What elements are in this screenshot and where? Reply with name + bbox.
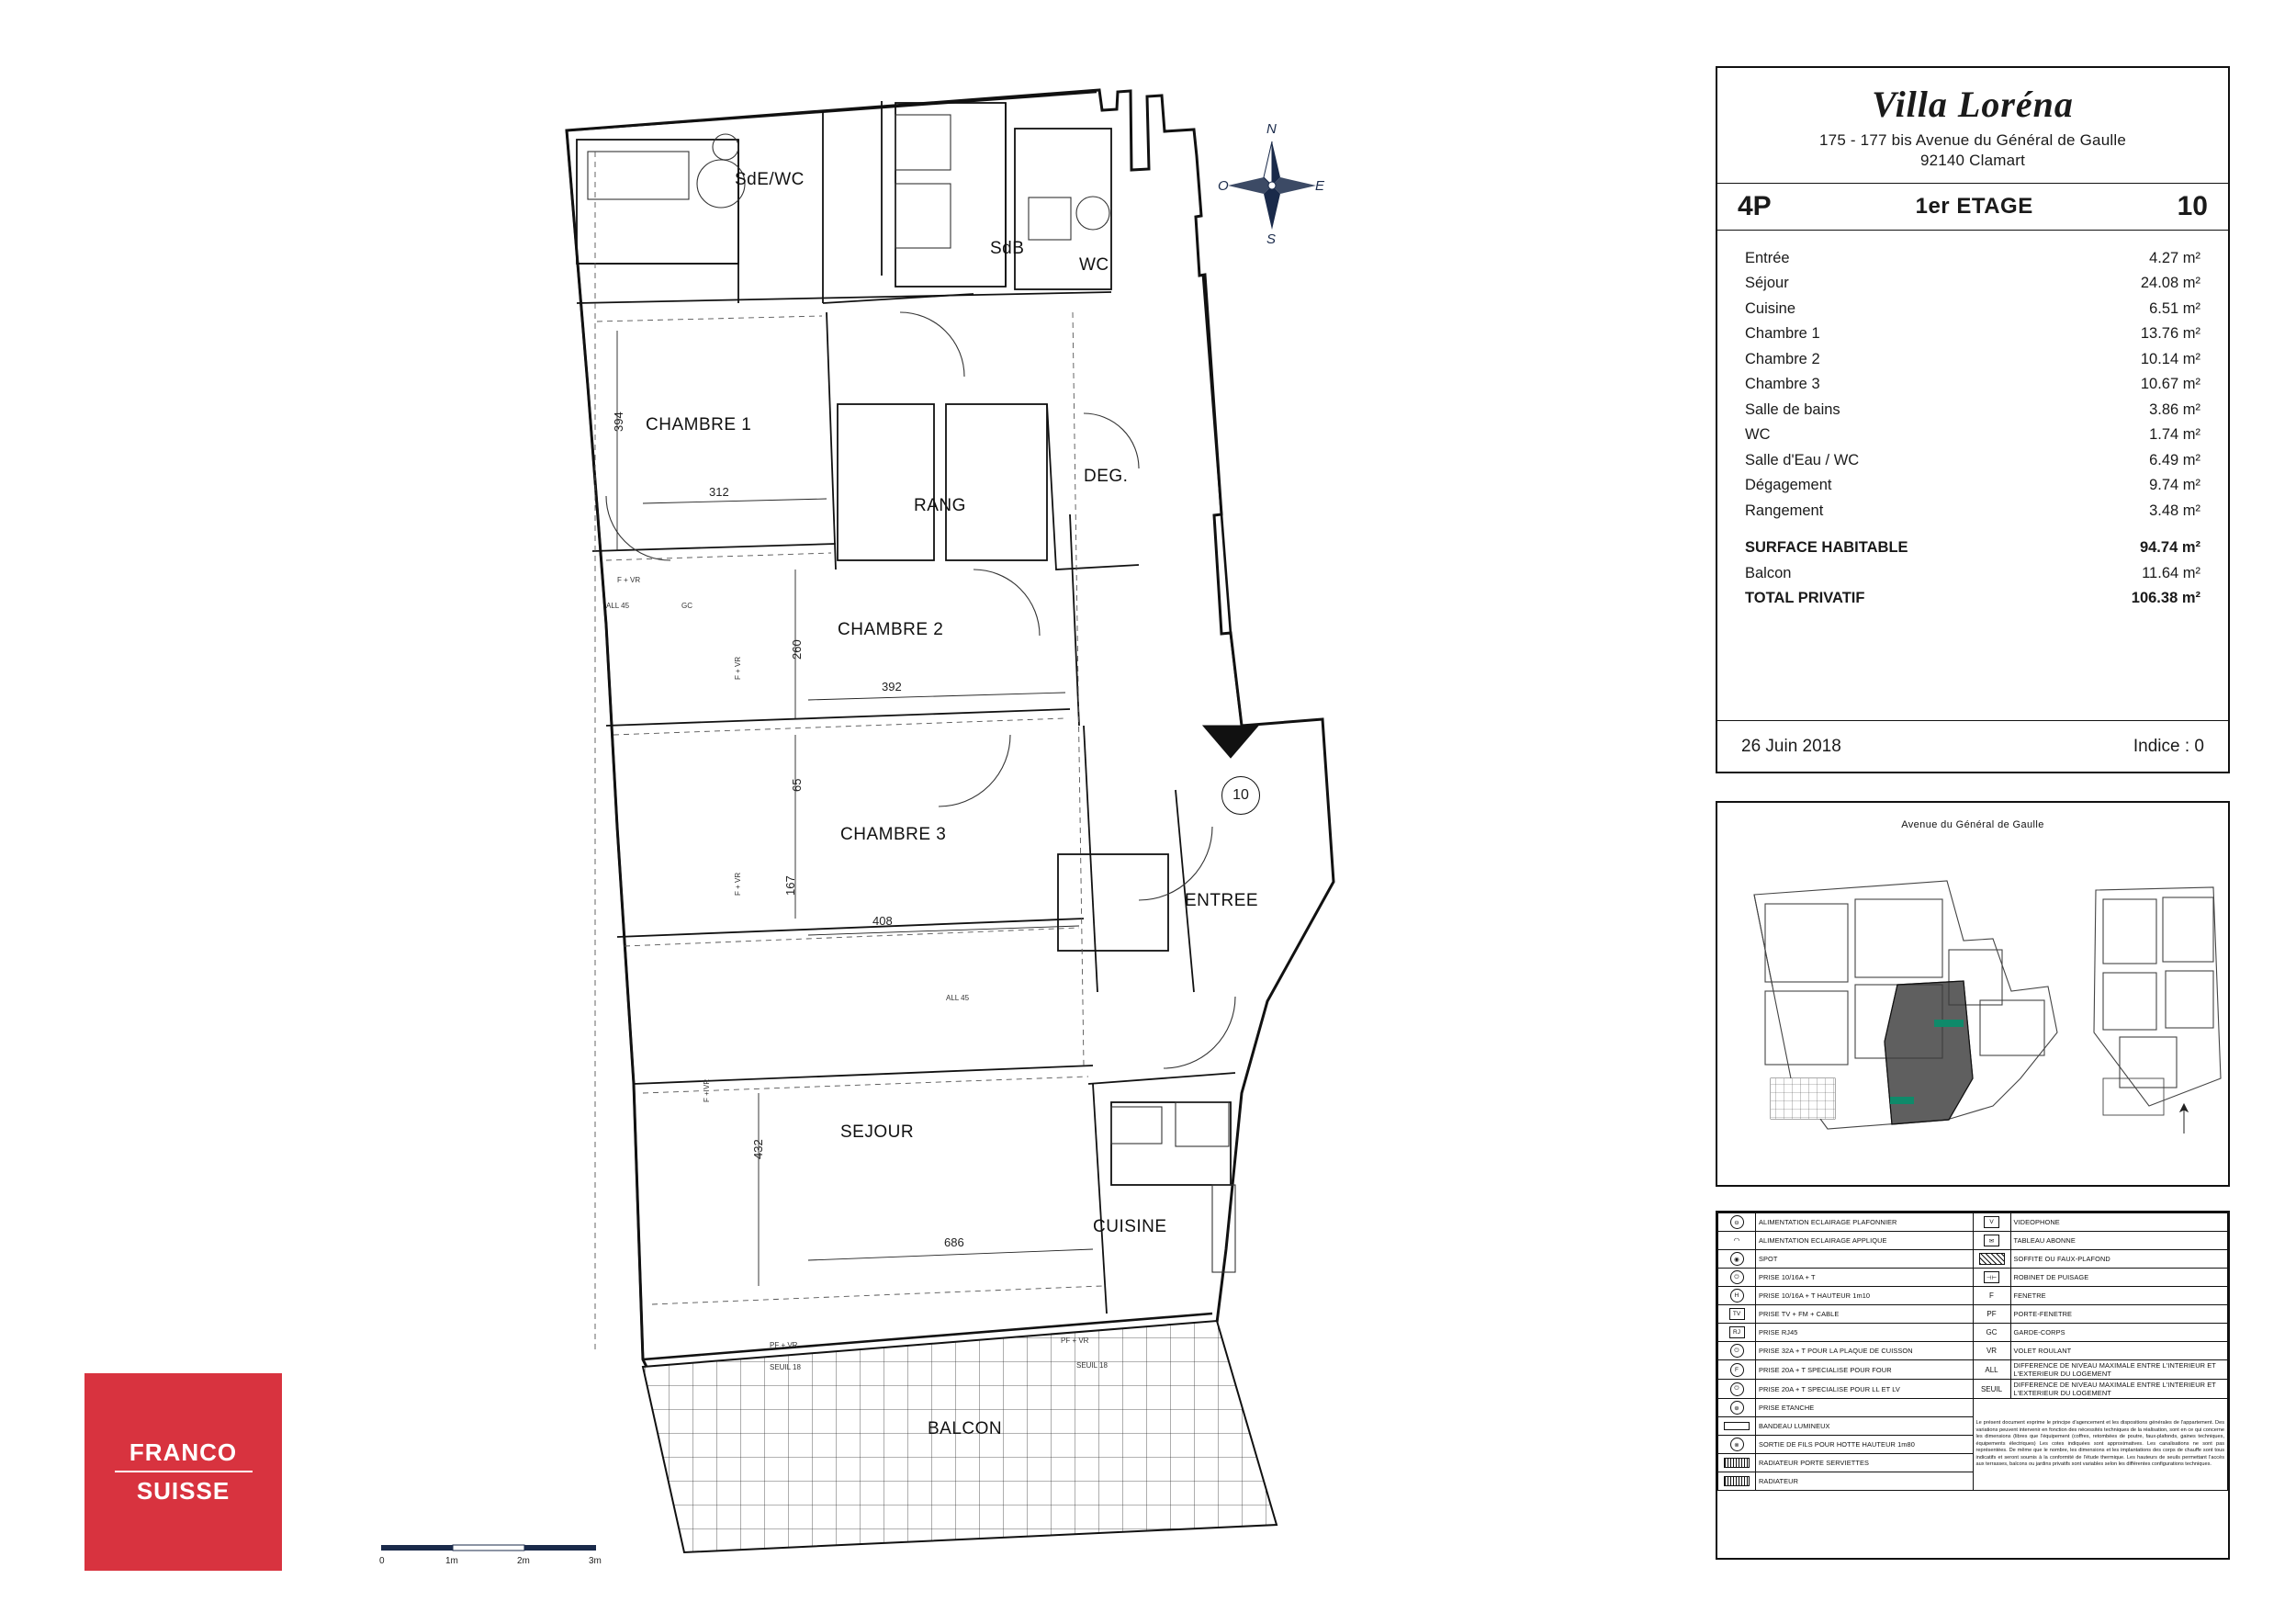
dimension-label: 260: [790, 639, 804, 660]
legend-row: [1718, 1380, 2228, 1399]
radiator-icon: [1718, 1472, 1756, 1491]
site-plan-panel: [1716, 801, 2230, 1187]
area-table: [1717, 231, 2228, 611]
compass-west-label: O: [1218, 178, 1229, 194]
area-row: [1745, 372, 2200, 398]
legend-row: [1718, 1324, 2228, 1342]
plan-annotation: F + VR: [617, 576, 641, 584]
plan-annotation: PF + VR: [1061, 1336, 1089, 1345]
legend-row: [1718, 1287, 2228, 1305]
area-row: [1745, 245, 2200, 271]
subscriber-panel-icon: ✉: [1973, 1232, 2010, 1250]
area-value: 4.27 m²: [2149, 249, 2200, 266]
scale-tick: 3m: [589, 1556, 602, 1566]
area-label: Chambre 1: [1745, 325, 1820, 342]
hood-outlet-icon: ⊗: [1718, 1436, 1756, 1454]
area-row: [1745, 271, 2200, 297]
area-value: 10.14 m²: [2140, 350, 2200, 367]
apartment-type-row: [1717, 183, 2228, 231]
area-label: Entrée: [1745, 249, 1790, 266]
total-label: Balcon: [1745, 564, 1792, 581]
room-label: ENTREE: [1185, 891, 1259, 910]
site-plan-drawing: [1717, 803, 2228, 1185]
room-label: RANG: [914, 496, 966, 515]
room-label: CUISINE: [1093, 1217, 1167, 1236]
logo-line-2: SUISSE: [136, 1477, 231, 1505]
seuil-level-icon: SEUIL: [1973, 1380, 2010, 1399]
cooktop-socket-icon: ⏻: [1718, 1342, 1756, 1360]
area-row: [1745, 321, 2200, 347]
legend-text: PRISE 10/16A + T: [1756, 1269, 1974, 1287]
dimension-label: 408: [872, 914, 893, 928]
area-label: Chambre 3: [1745, 376, 1820, 392]
area-value: 3.86 m²: [2149, 400, 2200, 418]
legend-row: [1718, 1213, 2228, 1232]
address-line-1: 175 - 177 bis Avenue du Général de Gaulle: [1819, 131, 2126, 149]
legend-text: PRISE TV + FM + CABLE: [1756, 1305, 1974, 1324]
area-label: Salle d'Eau / WC: [1745, 451, 1860, 468]
plan-annotation: F + VR: [734, 872, 742, 896]
legend-text: ALIMENTATION ECLAIRAGE PLAFONNIER: [1756, 1213, 1974, 1232]
scale-tick: 1m: [445, 1556, 458, 1566]
lot-number: 10: [2177, 191, 2208, 221]
spot-icon: ◉: [1718, 1250, 1756, 1269]
legend-row: [1718, 1342, 2228, 1360]
room-label: WC: [1079, 255, 1109, 275]
french-window-icon: PF: [1973, 1305, 2010, 1324]
legend-text: GARDE-CORPS: [2010, 1324, 2228, 1342]
legend-row: [1718, 1250, 2228, 1269]
ceiling-light-icon: ⊖: [1718, 1213, 1756, 1232]
legend-text: PRISE ETANCHE: [1756, 1399, 1974, 1417]
room-label: CHAMBRE 2: [838, 620, 944, 639]
info-panel: [1716, 66, 2230, 773]
logo-line-1: FRANCO: [129, 1438, 238, 1467]
plan-annotation: ALL 45: [606, 602, 630, 610]
apartment-type: 4P: [1738, 191, 1772, 221]
franco-suisse-logo: [84, 1373, 282, 1571]
legend-text: VOLET ROULANT: [2010, 1342, 2228, 1360]
legend-row: [1718, 1232, 2228, 1250]
room-label: CHAMBRE 3: [840, 825, 947, 844]
legend-row: [1718, 1360, 2228, 1380]
legend-text: ROBINET DE PUISAGE: [2010, 1269, 2228, 1287]
legend-text: TABLEAU ABONNE: [2010, 1232, 2228, 1250]
document-date: 26 Juin 2018: [1741, 736, 1841, 756]
total-label: SURFACE HABITABLE: [1745, 539, 1908, 556]
total-row-privatif: [1745, 586, 2200, 612]
area-row: [1745, 473, 2200, 499]
plan-annotation: F + VR: [703, 1078, 711, 1102]
total-value: 94.74 m²: [2139, 539, 2200, 556]
legend-text: PRISE 20A + T SPECIALISE POUR LL ET LV: [1756, 1380, 1974, 1399]
area-row: [1745, 498, 2200, 524]
legend-text: ALIMENTATION ECLAIRAGE APPLIQUE: [1756, 1232, 1974, 1250]
laundry-socket-icon: ⏻: [1718, 1380, 1756, 1399]
area-value: 13.76 m²: [2140, 325, 2200, 342]
area-row: [1745, 447, 2200, 473]
legend-row: [1718, 1269, 2228, 1287]
area-value: 24.08 m²: [2140, 275, 2200, 291]
dimension-label: 312: [709, 485, 729, 499]
room-label: SdE/WC: [735, 170, 805, 189]
room-label: SdB: [990, 239, 1025, 258]
area-label: Cuisine: [1745, 299, 1796, 317]
total-label: TOTAL PRIVATIF: [1745, 590, 1865, 606]
guardrail-icon: GC: [1973, 1324, 2010, 1342]
area-row: [1745, 397, 2200, 423]
soffit-hatch-icon: [1973, 1250, 2010, 1269]
window-icon: F: [1973, 1287, 2010, 1305]
legend-row: [1718, 1305, 2228, 1324]
compass-south-label: S: [1266, 231, 1277, 247]
legend-text: PRISE 20A + T SPECIALISE POUR FOUR: [1756, 1360, 1974, 1380]
legend-text: RADIATEUR PORTE SERVIETTES: [1756, 1454, 1974, 1472]
area-label: Chambre 2: [1745, 350, 1820, 367]
dimension-label: 394: [612, 412, 625, 432]
street-label: Avenue du Général de Gaulle: [1901, 819, 2044, 830]
plan-annotation: ALL 45: [946, 994, 970, 1002]
dimension-label: 432: [751, 1139, 765, 1159]
legend-row: [1718, 1399, 2228, 1417]
area-value: 6.49 m²: [2149, 451, 2200, 468]
page-title: Villa Loréna: [1872, 84, 2074, 125]
compass-north-label: N: [1266, 121, 1277, 137]
plan-annotation: PF + VR: [770, 1341, 798, 1349]
area-row: [1745, 346, 2200, 372]
towel-radiator-icon: [1718, 1454, 1756, 1472]
wall-light-icon: ◠: [1718, 1232, 1756, 1250]
date-indice-row: [1717, 720, 2228, 772]
oven-socket-icon: F: [1718, 1360, 1756, 1380]
compass-rose: [1212, 119, 1332, 253]
area-spacer: [1745, 524, 2200, 536]
roller-shutter-icon: VR: [1973, 1342, 2010, 1360]
plan-annotation: SEUIL 18: [770, 1363, 801, 1371]
rj45-socket-icon: RJ: [1718, 1324, 1756, 1342]
legend-panel: [1716, 1211, 2230, 1560]
dimension-label: 65: [790, 778, 804, 792]
legend-text: PRISE 32A + T POUR LA PLAQUE DE CUISSON: [1756, 1342, 1974, 1360]
total-value: 106.38 m²: [2131, 590, 2200, 606]
tv-socket-icon: TV: [1718, 1305, 1756, 1324]
area-value: 3.48 m²: [2149, 502, 2200, 519]
legend-text: SORTIE DE FILS POUR HOTTE HAUTEUR 1m80: [1756, 1436, 1974, 1454]
area-label: Salle de bains: [1745, 400, 1840, 418]
legend-text: DIFFERENCE DE NIVEAU MAXIMALE ENTRE L'INTERIEUR ET L'EXTERIEUR DU LOGEMENT: [2010, 1360, 2228, 1380]
legend-text: PORTE-FENETRE: [2010, 1305, 2228, 1324]
area-value: 9.74 m²: [2149, 477, 2200, 493]
area-label: Dégagement: [1745, 477, 1832, 493]
dimension-label: 167: [783, 875, 797, 896]
legend-text: PRISE RJ45: [1756, 1324, 1974, 1342]
area-value: 10.67 m²: [2140, 376, 2200, 392]
floor-label: 1er ETAGE: [1915, 194, 2033, 219]
legend-text: DIFFERENCE DE NIVEAU MAXIMALE ENTRE L'INTERIEUR ET L'EXTERIEUR DU LOGEMENT: [2010, 1380, 2228, 1399]
area-value: 6.51 m²: [2149, 299, 2200, 317]
scale-tick: 2m: [517, 1556, 530, 1566]
plan-annotation: GC: [681, 602, 692, 610]
legend-note: Le présent document exprime le principe d'agencement et les dispositions générales de l'appartement. Des variations peuvent intervenir en fonction des nécessités techniques de la réalisation, sont en ce qui concerne les dimensions (libres que l'équipement (coffres, retombées de poutre, faux-plafonds, gaines techniques, équipements électriques) Les cotes indiquées sont approximatives. Les canalisations ne sont pas représentées. De même que le nombre, les dimensions et les implantations des corps de chauffe sont tous indicatifs et seront soumis à la conformité de l'étude thermique. Les hauteurs de seuils permettant l'accès aux terrasses, balcons ou jardins privatifs sont variables selon les différentes configurations techniques.: [1973, 1399, 2228, 1491]
area-row: [1745, 296, 2200, 321]
socket-height-icon: H: [1718, 1287, 1756, 1305]
legend-text: VIDEOPHONE: [2010, 1213, 2228, 1232]
room-label: SEJOUR: [840, 1122, 915, 1142]
document-indice: Indice : 0: [2133, 736, 2204, 756]
videophone-icon: V: [1973, 1213, 2010, 1232]
waterproof-socket-icon: ⊕: [1718, 1399, 1756, 1417]
total-row-balcony: [1745, 560, 2200, 586]
legend-text: PRISE 10/16A + T HAUTEUR 1m10: [1756, 1287, 1974, 1305]
water-tap-icon: ⊣⊢: [1973, 1269, 2010, 1287]
area-row: [1745, 423, 2200, 448]
scale-tick: 0: [379, 1556, 385, 1566]
area-label: Rangement: [1745, 502, 1824, 519]
total-value: 11.64 m²: [2142, 564, 2200, 581]
legend-text: RADIATEUR: [1756, 1472, 1974, 1491]
room-label: CHAMBRE 1: [646, 415, 752, 434]
plan-annotation: SEUIL 18: [1076, 1361, 1108, 1370]
all-level-icon: ALL: [1973, 1360, 2010, 1380]
lot-number-marker: 10: [1221, 776, 1260, 815]
compass-east-label: E: [1315, 178, 1325, 194]
legend-text: SOFFITE OU FAUX-PLAFOND: [2010, 1250, 2228, 1269]
dimension-label: 686: [944, 1235, 964, 1249]
area-label: Séjour: [1745, 275, 1789, 291]
legend-table: [1717, 1212, 2228, 1491]
address-line-2: 92140 Clamart: [1919, 152, 2026, 169]
room-label: BALCON: [928, 1419, 1003, 1438]
area-label: WC: [1745, 426, 1771, 443]
total-row-habitable: [1745, 536, 2200, 561]
area-value: 1.74 m²: [2149, 426, 2200, 443]
scale-bar: [381, 1541, 647, 1571]
logo-divider: [115, 1471, 253, 1472]
room-label: DEG.: [1084, 467, 1129, 486]
dimension-label: 392: [882, 680, 902, 694]
legend-text: FENETRE: [2010, 1287, 2228, 1305]
socket-icon: ⏻: [1718, 1269, 1756, 1287]
light-band-icon: [1718, 1417, 1756, 1436]
legend-text: BANDEAU LUMINEUX: [1756, 1417, 1974, 1436]
plan-annotation: F + VR: [734, 656, 742, 680]
legend-text: SPOT: [1756, 1250, 1974, 1269]
